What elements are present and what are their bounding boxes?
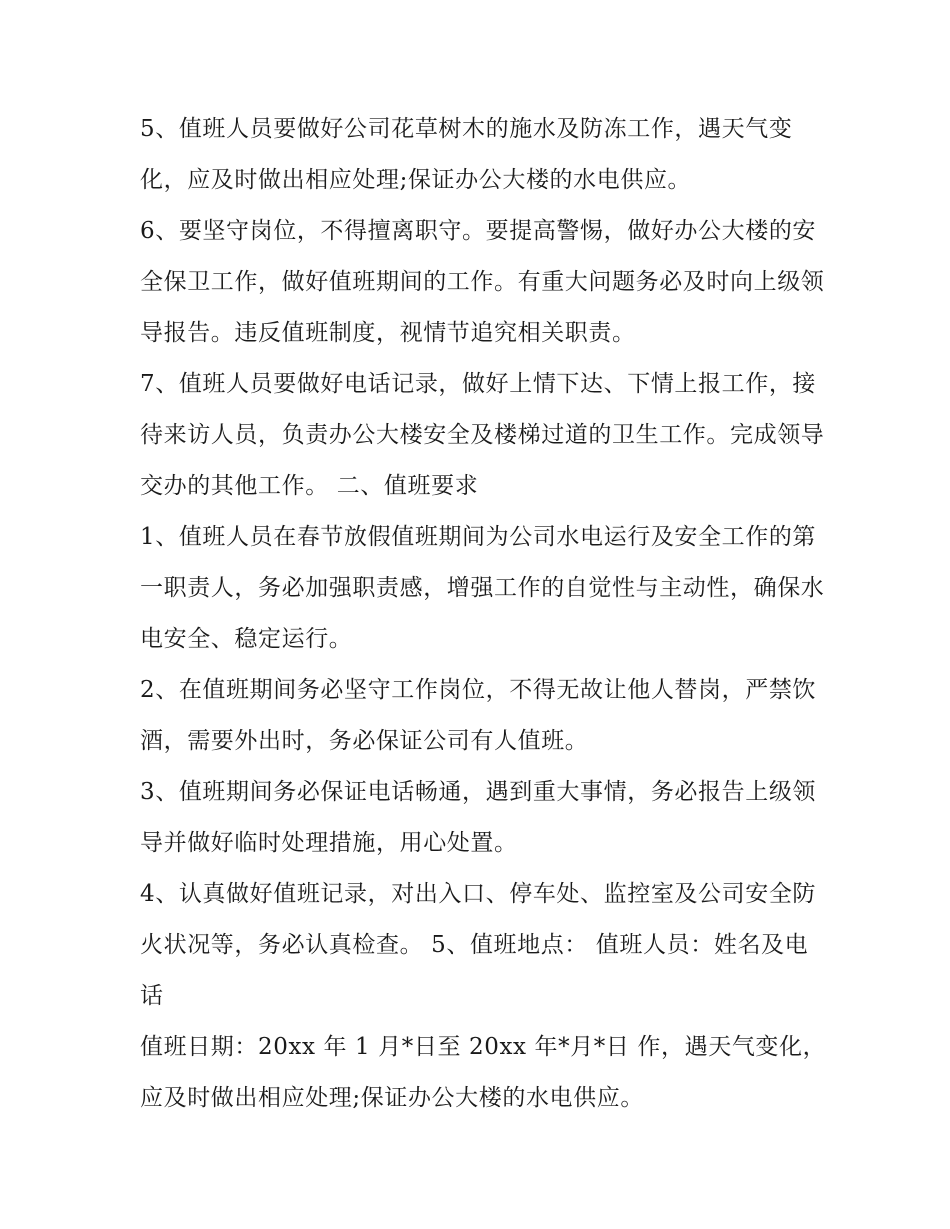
requirement-item-4: 4、认真做好值班记录，对出入口、停车处、监控室及公司安全防火状况等，务必认真检查。 5、值班地点： 值班人员：姓名及电话 bbox=[140, 881, 817, 1009]
requirement-item-2: 2、在值班期间务必坚守工作岗位，不得无故让他人替岗，严禁饮酒，需要外出时，务必保证公司有人值班。 bbox=[140, 677, 817, 754]
paragraph-item-6: 6、要坚守岗位，不得擅离职守。要提高警惕，做好办公大楼的安全保卫工作，做好值班期间的工作。有重大问题务必及时向上级领导报告。违反值班制度，视情节追究相关职责。 bbox=[140, 218, 825, 346]
requirement-item-1: 1、值班人员在春节放假值班期间为公司水电运行及安全工作的第一职责人，务必加强职责感，增强工作的自觉性与主动性，确保水电安全、稳定运行。 bbox=[140, 524, 825, 652]
requirement-item-3: 3、值班期间务必保证电话畅通，遇到重大事情，务必报告上级领导并做好临时处理措施，用心处置。 bbox=[140, 779, 817, 856]
document-body bbox=[140, 104, 830, 1124]
paragraph-item-5: 5、值班人员要做好公司花草树木的施水及防冻工作，遇天气变化，应及时做出相应处理;保证办公大楼的水电供应。 bbox=[140, 116, 793, 193]
duty-date-paragraph: 值班日期：20xx 年 1 月*日至 20xx 年*月*日 作，遇天气变化，应及时做出相应处理;保证办公大楼的水电供应。 bbox=[140, 1034, 827, 1111]
paragraph-item-7: 7、值班人员要做好电话记录，做好上情下达、下情上报工作，接待来访人员，负责办公大楼安全及楼梯过道的卫生工作。完成领导交办的其他工作。 二、值班要求 bbox=[140, 371, 825, 499]
